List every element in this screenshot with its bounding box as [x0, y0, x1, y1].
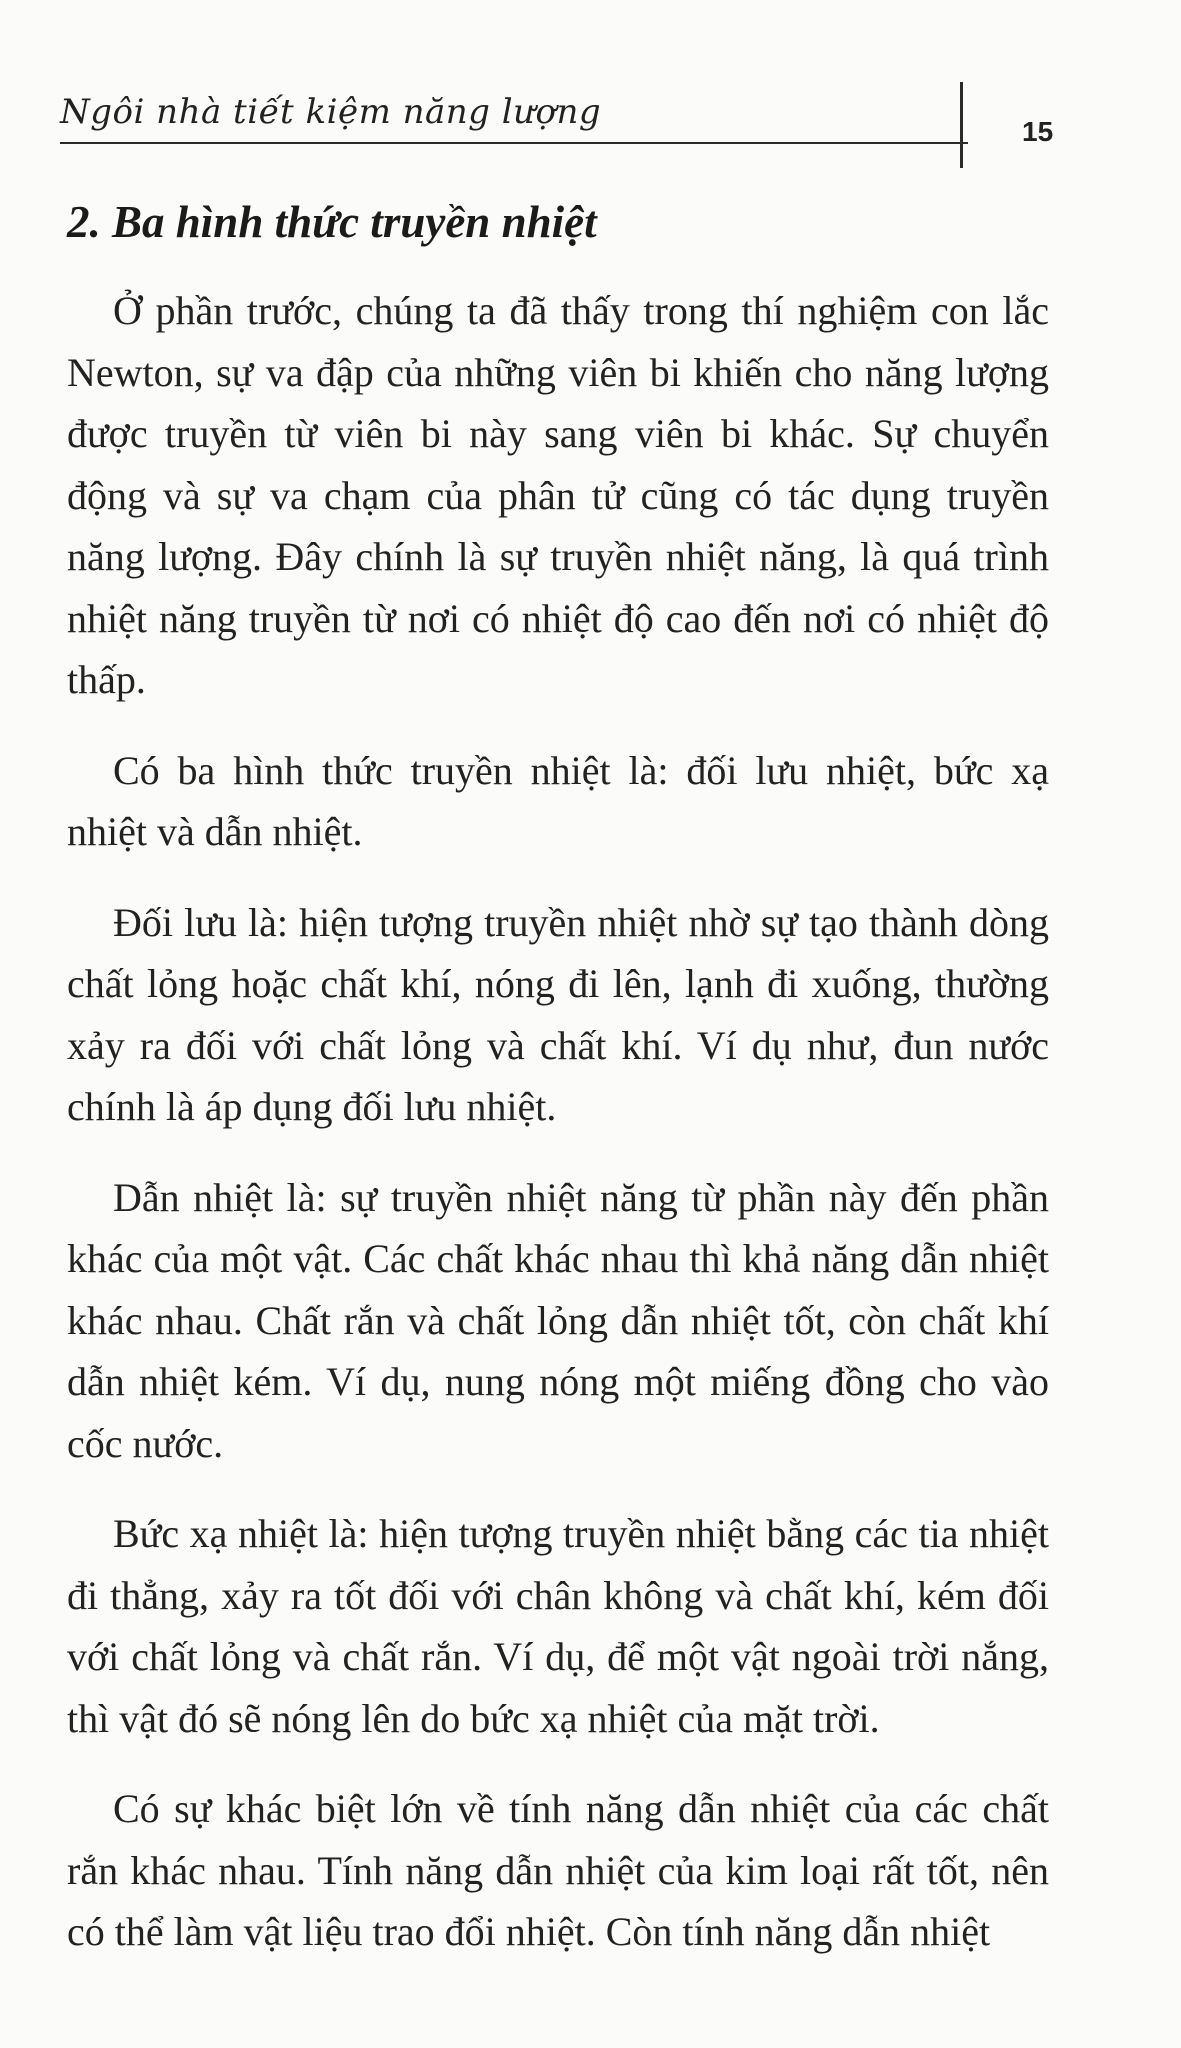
header-rule: [60, 142, 968, 144]
running-header: [60, 92, 970, 138]
running-title: Ngôi nhà tiết kiệm năng lượng: [60, 92, 602, 132]
page-number: 15: [1022, 116, 1054, 147]
section-heading: 2. Ba hình thức truyền nhiệt: [67, 197, 597, 247]
paragraph-3: Đối lưu là: hiện tượng truyền nhiệt nhờ sự tạo thành dòng chất lỏng hoặc chất khí, nóng đi lên, lạnh đi xuống, thường xảy ra đối với chất lỏng và chất khí. Ví dụ như, đun nước chính là áp dụng đối lưu nhiệt.: [67, 899, 1049, 1129]
paragraph-1: Ở phần trước, chúng ta đã thấy trong thí nghiệm con lắc Newton, sự va đập của những viên bi khiến cho năng lượng được truyền từ viên bi này sang viên bi khác. Sự chuyển động và sự va chạm của phân tử cũng có tác dụng truyền năng lượng. Đây chính là sự truyền nhiệt năng, là quá trình nhiệt năng truyền từ nơi có nhiệt độ cao đến nơi có nhiệt độ thấp.: [67, 288, 1049, 702]
paragraph-4: Dẫn nhiệt là: sự truyền nhiệt năng từ phần này đến phần khác của một vật. Các chất khác nhau thì khả năng dẫn nhiệt khác nhau. Chất rắn và chất lỏng dẫn nhiệt tốt, còn chất khí dẫn nhiệt kém. Ví dụ, nung nóng một miếng đồng cho vào cốc nước.: [67, 1174, 1049, 1466]
paragraph-2: Có ba hình thức truyền nhiệt là: đối lưu nhiệt, bức xạ nhiệt và dẫn nhiệt.: [67, 747, 1049, 854]
body-text: [67, 280, 1049, 1992]
paragraph-5: Bức xạ nhiệt là: hiện tượng truyền nhiệt bằng các tia nhiệt đi thẳng, xảy ra tốt đối với chân không và chất khí, kém đối với chất lỏng và chất rắn. Ví dụ, để một vật ngoài trời nắng, thì vật đó sẽ nóng lên do bức xạ nhiệt của mặt trời.: [67, 1511, 1049, 1741]
paragraph-6: Có sự khác biệt lớn về tính năng dẫn nhiệt của các chất rắn khác nhau. Tính năng dẫn nhiệt của kim loại rất tốt, nên có thể làm vật liệu trao đổi nhiệt. Còn tính năng dẫn nhiệt: [67, 1786, 1049, 1954]
header-divider: [960, 82, 963, 168]
